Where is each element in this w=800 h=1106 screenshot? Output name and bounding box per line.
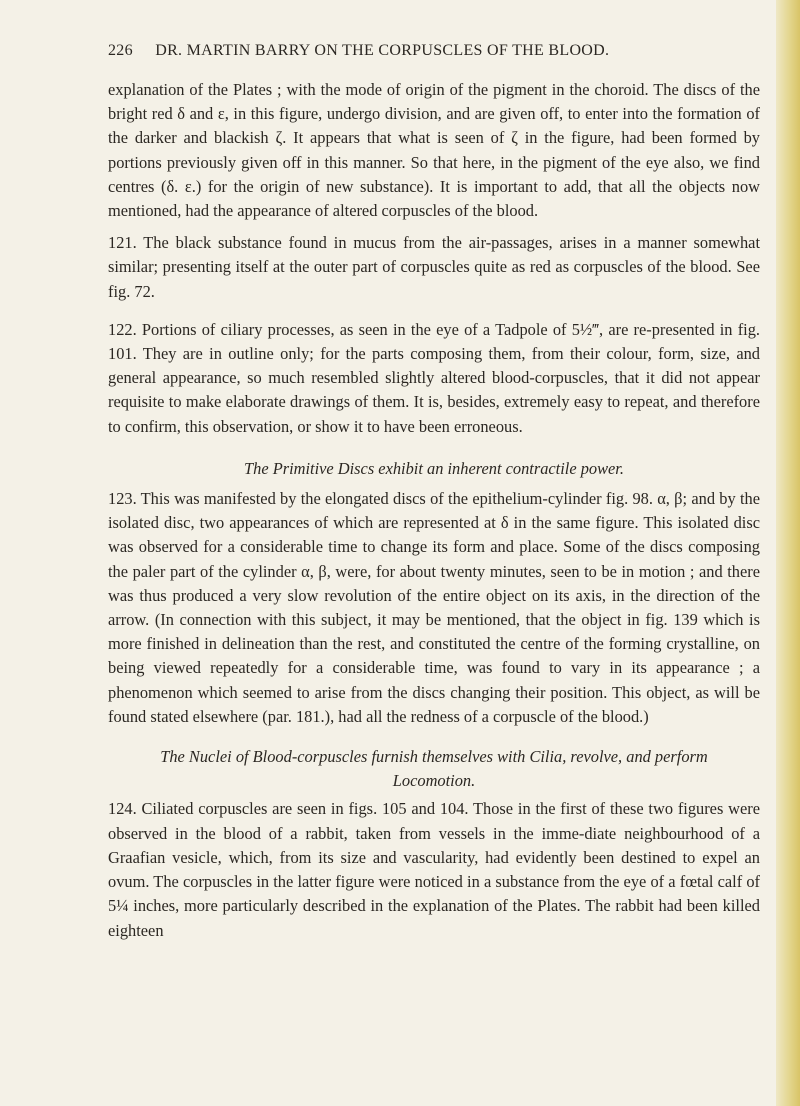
- section-heading-cilia-line2: Locomotion.: [392, 771, 476, 791]
- page-number: 226: [108, 42, 133, 59]
- paragraph-continuation: explanation of the Plates ; with the mode of origin of the pigment in the choroid. The discs of the bright red δ and ε, in this figure, undergo division, and are given off, to enter into the formation of the darker and blackish ζ. It appears that what is seen of ζ in the figure, had been formed by portions previously given off in this manner. So that here, in the pigment of the eye also, we find centres (δ. ε.) for the origin of new substance). It is important to add, that all the objects now mentioned, had the appearance of altered corpuscles of the blood.: [108, 80, 760, 221]
- running-title: DR. MARTIN BARRY ON THE CORPUSCLES OF THE BLOOD.: [155, 42, 610, 59]
- page-body: [108, 78, 760, 943]
- page-edge: [776, 0, 800, 1106]
- section-heading-cilia: [108, 745, 760, 793]
- section-heading-cilia-line1: The Nuclei of Blood-corpuscles furnish themselves with Cilia, revolve, and perform: [160, 747, 708, 767]
- paragraph-123: 123. This was manifested by the elongated discs of the epithelium-cylinder fig. 98. α, β; and by the isolated disc, two appearances of which are represented at δ in the same figure. This isolated disc was observed for a considerable time to change its form and place. Some of the discs composing the paler part of the cylinder α, β, were, for about twenty minutes, seen to be in motion ; and there was thus produced a very slow revolution of the entire object on its axis, in the direction of the arrow. (In connection with this subject, it may be mentioned, that the object in fig. 139 which is more finished in delineation than the rest, and constituted the centre of the forming crystalline, on being viewed repeatedly for a considerable time, was found to vary in its appearance ; a phenomenon which seemed to arise from the discs changing their position. This object, as will be found stated elsewhere (par. 181.), had all the redness of a corpuscle of the blood.): [108, 489, 760, 726]
- running-header: [108, 42, 758, 60]
- paragraph-124: 124. Ciliated corpuscles are seen in figs. 105 and 104. Those in the first of these two figures were observed in the blood of a rabbit, taken from vessels in the imme-diate neighbourhood of a Graafian vesicle, which, from its size and vascularity, had evidently been destined to expel an ovum. The corpuscles in the latter figure were noticed in a substance from the eye of a fœtal calf of 5¼ inches, more particularly described in the explanation of the Plates. The rabbit had been killed eighteen: [108, 799, 760, 940]
- paragraph-122: 122. Portions of ciliary processes, as seen in the eye of a Tadpole of 5½‴, are re-presented in fig. 101. They are in outline only; for the parts composing them, from their colour, form, size, and general appearance, so much resembled slightly altered blood-corpuscles, that it did not appear requisite to make elaborate drawings of them. It is, besides, extremely easy to repeat, and therefore to confirm, this observation, or show it to have been erroneous.: [108, 319, 760, 436]
- paragraph-121: 121. The black substance found in mucus from the air-passages, arises in a manner somewhat similar; presenting itself at the outer part of corpuscles quite as red as corpuscles of the blood. See fig. 72.: [108, 233, 760, 301]
- section-heading-contractile: The Primitive Discs exhibit an inherent contractile power.: [244, 458, 624, 478]
